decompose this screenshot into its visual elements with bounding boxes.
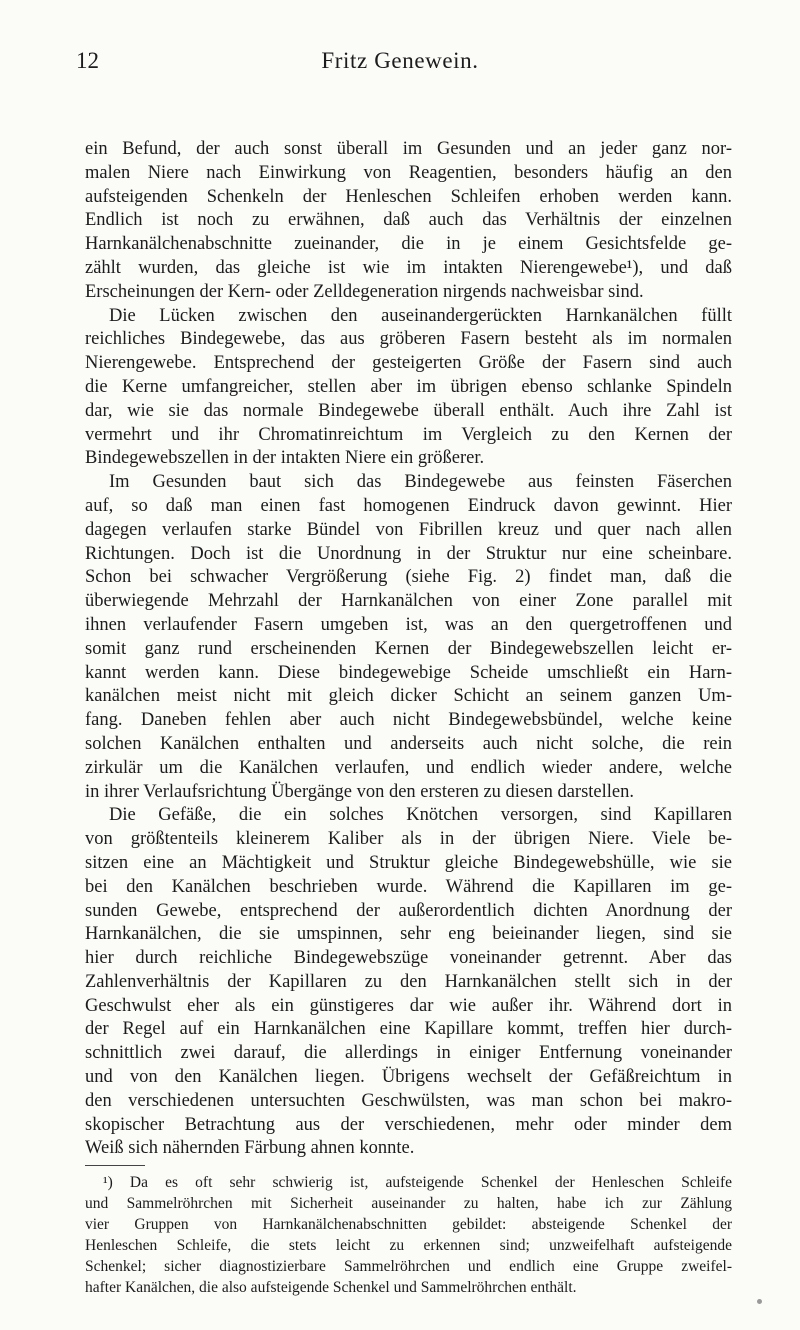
text-line: aufsteigenden Schenkeln der Henleschen Schleifen erhoben werden kann.	[85, 186, 732, 207]
running-head: Fritz Genewein.	[321, 48, 479, 73]
text-line: der Regel auf ein Harnkanälchen eine Kapillare kommt, treffen hier durch-	[85, 1019, 732, 1040]
text-line: auf, so daß man einen fast homogenen Eindruck davon gewinnt. Hier	[85, 495, 732, 516]
text-line: Erscheinungen der Kern- oder Zelldegeneration nirgends nachweisbar sind.	[85, 281, 644, 302]
text-line: bei den Kanälchen beschrieben wurde. Während die Kapillaren im ge-	[85, 876, 732, 897]
text-line: vermehrt und ihr Chromatinreichtum im Vergleich zu den Kernen der	[85, 424, 732, 445]
text-line: skopischer Betrachtung aus der verschiedenen, mehr oder minder dem	[85, 1114, 732, 1135]
text-line: Die Lücken zwischen den auseinandergerückten Harnkanälchen füllt	[109, 305, 732, 326]
text-line: Weiß sich nähernden Färbung ahnen konnte.	[85, 1138, 415, 1159]
text-line: Bindegewebszellen in der intakten Niere ein größerer.	[85, 448, 485, 469]
footnote	[85, 1172, 732, 1298]
footnote-line: vier Gruppen von Harnkanälchenabschnitten gebildet: absteigende Schenkel der	[85, 1216, 732, 1234]
text-line: Die Gefäße, die ein solches Knötchen versorgen, sind Kapillaren	[109, 805, 732, 826]
text-line: den verschiedenen untersuchten Geschwülsten, was man schon bei makro-	[85, 1090, 732, 1111]
page-number: 12	[76, 48, 99, 73]
text-line: sitzen eine an Mächtigkeit und Struktur gleiche Bindegewebshülle, wie sie	[85, 852, 732, 873]
text-line: sunden Gewebe, entsprechend der außerordentlich dichten Anordnung der	[85, 900, 732, 921]
text-line: Nierengewebe. Entsprechend der gesteigerten Größe der Fasern sind auch	[85, 353, 732, 374]
text-line: in ihrer Verlaufsrichtung Übergänge von den ersteren zu diesen darstellen.	[85, 781, 634, 802]
text-line: ihnen verlaufender Fasern umgeben ist, was an den quergetroffenen und	[85, 614, 732, 635]
text-line: hier durch reichliche Bindegewebszüge voneinander getrennt. Aber das	[85, 948, 732, 969]
text-line: solchen Kanälchen enthalten und anderseits auch nicht solche, die rein	[85, 733, 732, 754]
text-line: die Kerne umfangreicher, stellen aber im übrigen ebenso schlanke Spindeln	[85, 376, 732, 397]
text-line: von größtenteils kleinerem Kaliber als in der übrigen Niere. Viele be-	[85, 829, 732, 850]
text-line: fang. Daneben fehlen aber auch nicht Bindegewebsbündel, welche keine	[85, 710, 732, 731]
text-line: dar, wie sie das normale Bindegewebe überall enthält. Auch ihre Zahl ist	[85, 400, 732, 421]
text-line: reichliches Bindegewebe, das aus gröberen Fasern besteht als im normalen	[85, 329, 732, 350]
text-line: Endlich ist noch zu erwähnen, daß auch das Verhältnis der einzelnen	[85, 210, 732, 231]
footnote-line: Schenkel; sicher diagnostizierbare Sammelröhrchen und endlich eine Gruppe zweifel-	[85, 1258, 732, 1276]
text-line: zirkulär um die Kanälchen verlaufen, und endlich wieder andere, welche	[85, 757, 732, 778]
page-header	[0, 48, 800, 82]
text-line: kanälchen meist nicht mit gleich dicker Schicht an seinem ganzen Um-	[85, 686, 732, 707]
footnote-rule	[85, 1165, 145, 1166]
footnote-line: hafter Kanälchen, die also aufsteigende Schenkel und Sammelröhrchen enthält.	[85, 1279, 577, 1297]
text-line: Harnkanälchenabschnitte zueinander, die in je einem Gesichtsfelde ge-	[85, 234, 732, 255]
text-line: zählt wurden, das gleiche ist wie im intakten Nierengewebe¹), und daß	[85, 257, 732, 278]
text-line: malen Niere nach Einwirkung von Reagentien, besonders häufig an den	[85, 162, 732, 183]
text-line: Zahlenverhältnis der Kapillaren zu den Harnkanälchen stellt sich in der	[85, 971, 732, 992]
text-line: Harnkanälchen, die sie umspinnen, sehr eng beieinander liegen, sind sie	[85, 924, 732, 945]
text-line: Geschwulst eher als ein günstigeres dar wie außer ihr. Während dort in	[85, 995, 732, 1016]
text-line: ein Befund, der auch sonst überall im Gesunden und an jeder ganz nor-	[85, 139, 732, 159]
footnote-line: ¹) Da es oft sehr schwierig ist, aufsteigende Schenkel der Henleschen Schleife	[103, 1174, 732, 1192]
text-line: dagegen verlaufen starke Bündel von Fibrillen kreuz und quer nach allen	[85, 519, 732, 540]
text-line: Schon bei schwacher Vergrößerung (siehe Fig. 2) findet man, daß die	[85, 567, 732, 588]
text-line: Im Gesunden baut sich das Bindegewebe aus feinsten Fäserchen	[109, 472, 732, 493]
body-text	[85, 138, 732, 1298]
text-line: somit ganz rund erscheinenden Kernen der Bindegewebszellen leicht er-	[85, 638, 732, 659]
text-line: kannt werden kann. Diese bindegewebige Scheide umschließt ein Harn-	[85, 662, 732, 683]
text-line: und von den Kanälchen liegen. Übrigens wechselt der Gefäßreichtum in	[85, 1067, 732, 1088]
text-line: überwiegende Mehrzahl der Harnkanälchen von einer Zone parallel mit	[85, 591, 732, 612]
ink-speck	[757, 1299, 762, 1304]
text-line: schnittlich zwei darauf, die allerdings in einiger Entfernung voneinander	[85, 1043, 732, 1064]
footnote-line: und Sammelröhrchen mit Sicherheit auseinander zu halten, habe ich zur Zählung	[85, 1195, 732, 1213]
footnote-line: Henleschen Schleife, die stets leicht zu erkennen sind; unzweifelhaft aufsteigende	[85, 1237, 732, 1255]
text-line: Richtungen. Doch ist die Unordnung in der Struktur nur eine scheinbare.	[85, 543, 732, 564]
